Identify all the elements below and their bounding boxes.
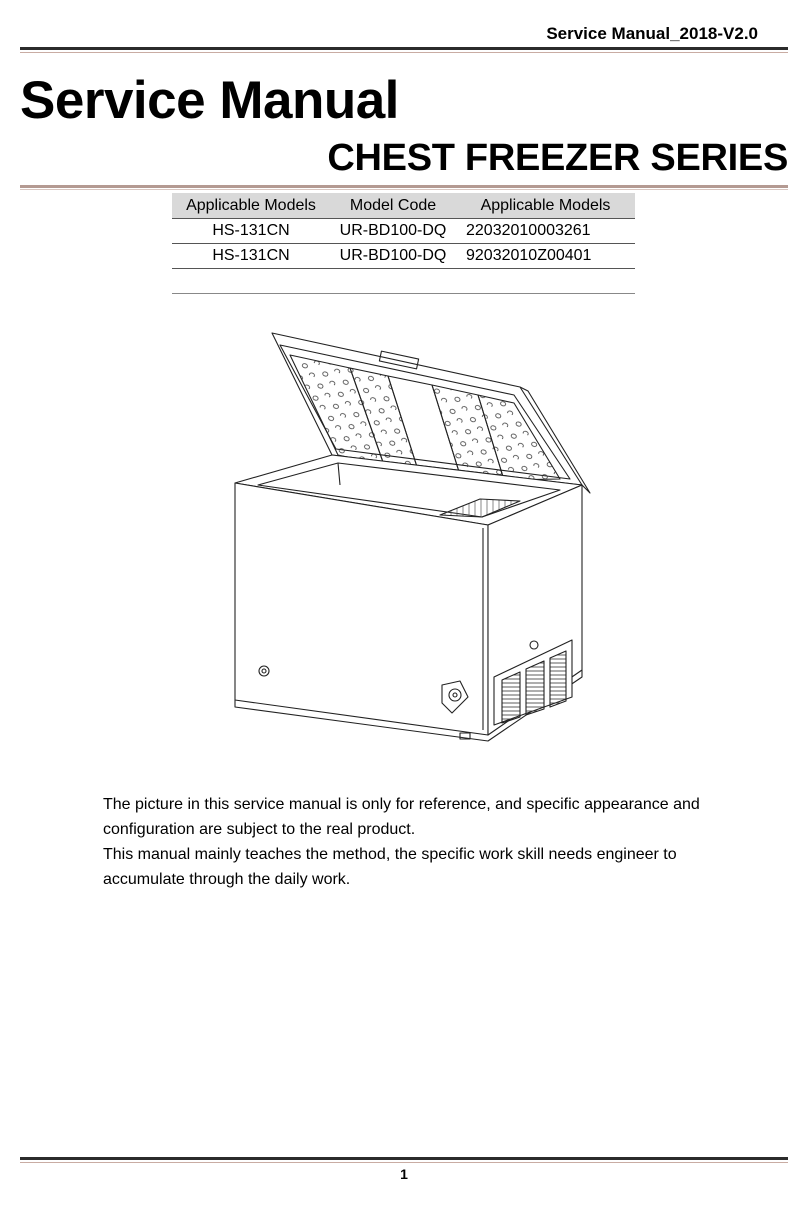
footer-rule-accent	[20, 1162, 788, 1163]
page-number: 1	[400, 1166, 408, 1182]
footer-rule	[20, 1157, 788, 1160]
document-subtitle: CHEST FREEZER SERIES	[327, 137, 788, 179]
models-table	[172, 193, 635, 269]
table-cell-model-code: UR-BD100-DQ	[330, 219, 456, 244]
chest-freezer-illustration	[220, 325, 600, 745]
title-rule-accent	[20, 189, 788, 190]
table-cell-model-code: UR-BD100-DQ	[330, 244, 456, 269]
body-paragraph-method: This manual mainly teaches the method, the specific work skill needs engineer to accumulate through the daily work.	[103, 846, 677, 888]
table-row	[172, 219, 635, 244]
header-rule-accent	[20, 52, 788, 53]
table-cell-product-code: 92032010Z00401	[456, 244, 635, 269]
table-row	[172, 244, 635, 269]
column-header-applicable-models: Applicable Models	[172, 193, 330, 219]
header-label: Service Manual_2018-V2.0	[546, 24, 758, 43]
table-cell-model: HS-131CN	[172, 219, 330, 244]
document-title: Service Manual	[20, 71, 399, 130]
table-end-rule	[172, 293, 635, 294]
header-rule	[20, 47, 788, 50]
title-rule	[20, 185, 788, 188]
table-cell-product-code: 22032010003261	[456, 219, 635, 244]
column-header-applicable-models-2: Applicable Models	[456, 193, 635, 219]
body-text	[103, 792, 743, 892]
table-cell-model: HS-131CN	[172, 244, 330, 269]
body-paragraph-reference: The picture in this service manual is only for reference, and specific appearance and configuration are subject to the real product.	[103, 796, 700, 838]
column-header-model-code: Model Code	[330, 193, 456, 219]
table-header-row	[172, 193, 635, 219]
